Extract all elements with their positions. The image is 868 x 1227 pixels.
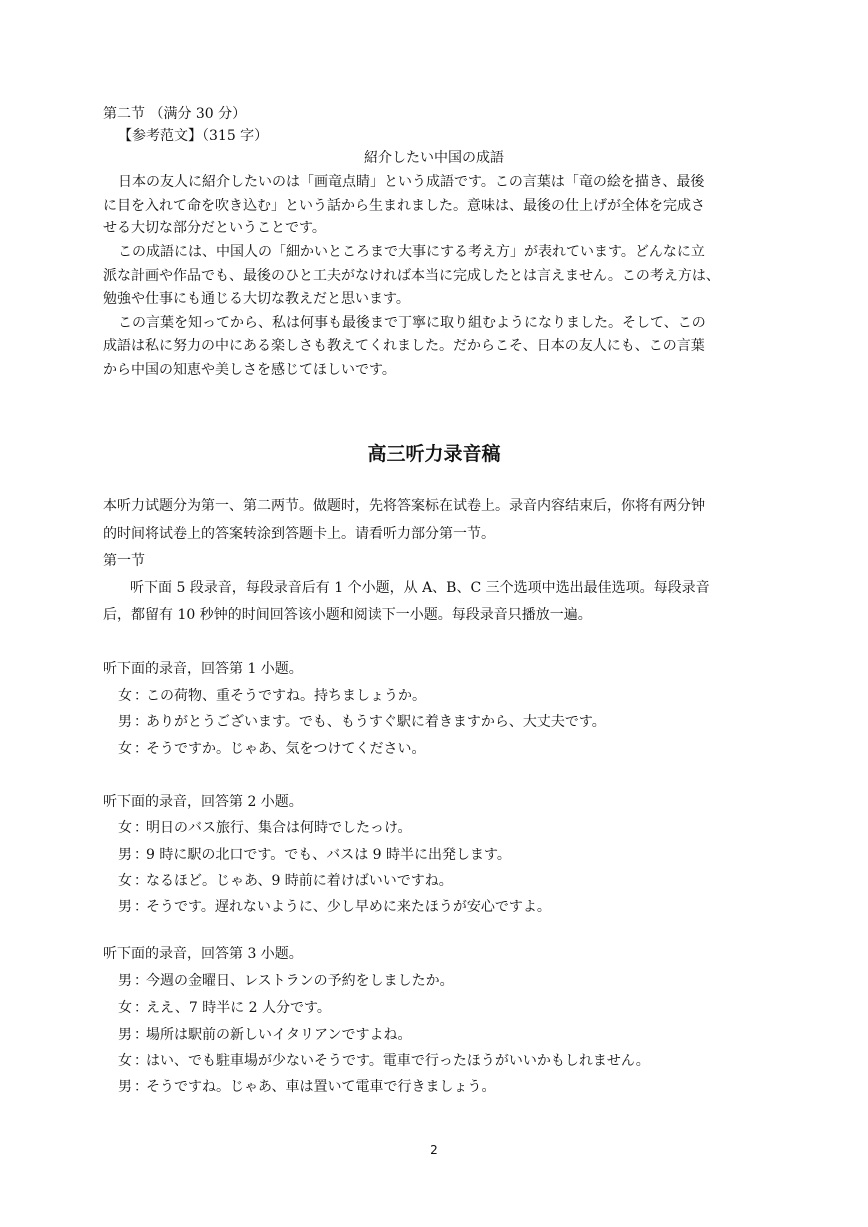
speaker: 男 — [118, 899, 132, 915]
section1-label: 第一节 — [103, 553, 145, 569]
utterance: はい、でも駐車場が少ないそうです。電車で行ったほうがいいかもしれません。 — [146, 1053, 650, 1069]
essay-line: 勉強や仕事にも通じる大切な教えだと思います。 — [103, 291, 410, 307]
essay-title: 紹介したい中国の成語 — [364, 150, 504, 166]
dialogue-line — [118, 971, 454, 991]
utterance: 明日のバス旅行、集合は何時でしたっけ。 — [146, 820, 412, 836]
utterance: 場所は駅前の新しいイタリアンですよね。 — [146, 1027, 412, 1043]
reference-label: 【参考范文】（315 字） — [118, 128, 269, 144]
colon: ： — [134, 847, 148, 863]
colon: ： — [134, 688, 148, 704]
transcript-title: 高三听力录音稿 — [367, 443, 501, 465]
essay-line: この成語には、中国人の「細かいところまで大事にする考え方」が表れています。どんなに立 — [118, 244, 705, 260]
intro-line: 本听力试题分为第一、第二两节。做题时，先将答案标在试卷上。录音内容结束后，你将有两分钟 — [103, 498, 705, 514]
colon: ： — [134, 741, 148, 757]
essay-line: せる大切な部分だということです。 — [103, 220, 326, 236]
colon: ： — [134, 1053, 148, 1069]
utterance: 9 時に駅の北口です。でも、バスは 9 時半に出発します。 — [146, 847, 511, 863]
question-prompt: 听下面的录音，回答第 3 小题。 — [103, 946, 303, 962]
utterance: この荷物、重そうですね。持ちましょうか。 — [146, 688, 426, 704]
question-prompt: 听下面的录音，回答第 2 小题。 — [103, 794, 303, 810]
essay-line: この言葉を知ってから、私は何事も最後まで丁寧に取り組むようになりました。そして、この — [118, 315, 706, 331]
dialogue-line — [118, 998, 331, 1018]
dialogue-line — [118, 845, 511, 865]
speaker: 女 — [118, 1053, 132, 1069]
page-number: 2 — [430, 1143, 438, 1157]
colon: ： — [134, 1079, 148, 1095]
dialogue-line — [118, 739, 425, 759]
dialogue-line — [118, 897, 551, 917]
speaker: 女 — [118, 741, 132, 757]
dialogue-line — [118, 1077, 495, 1097]
dialogue-line — [118, 712, 606, 732]
utterance: 今週の金曜日、レストランの予約をしましたか。 — [146, 973, 454, 989]
utterance: ええ、7 時半に 2 人分です。 — [146, 1000, 331, 1016]
essay-line: に目を入れて命を吹き込む」という話から生まれました。意味は、最後の仕上げが全体を完成さ — [103, 198, 705, 214]
dialogue-line — [118, 1025, 411, 1045]
dialogue-line — [118, 818, 411, 838]
section-heading: 第二节 （满分 30 分） — [103, 106, 247, 122]
speaker: 男 — [118, 1079, 132, 1095]
speaker: 女 — [118, 820, 132, 836]
colon: ： — [134, 873, 148, 889]
instruction-line: 后，都留有 10 秒钟的时间回答该小题和阅读下一小题。每段录音只播放一遍。 — [103, 607, 592, 623]
essay-line: 日本の友人に紹介したいのは「画竜点睛」という成語です。この言葉は「竜の絵を描き、最後 — [118, 174, 705, 190]
essay-line: から中国の知恵や美しさを感じてほしいです。 — [103, 362, 396, 378]
colon: ： — [134, 1000, 148, 1016]
essay-line: 成語は私に努力の中にある楽しさも教えてくれました。だからこそ、日本の友人にも、この言葉 — [103, 338, 705, 354]
speaker: 男 — [118, 847, 132, 863]
colon: ： — [134, 973, 148, 989]
utterance: そうです。遅れないように、少し早めに来たほうが安心ですよ。 — [146, 899, 551, 915]
intro-line: 的时间将试卷上的答案转涂到答题卡上。请看听力部分第一节。 — [103, 526, 495, 542]
utterance: ありがとうございます。でも、もうすぐ駅に着きますから、大丈夫です。 — [146, 714, 606, 730]
speaker: 男 — [118, 714, 132, 730]
question-prompt: 听下面的录音，回答第 1 小题。 — [103, 661, 303, 677]
colon: ： — [134, 899, 148, 915]
utterance: そうですか。じゃあ、気をつけてください。 — [146, 741, 426, 757]
utterance: そうですね。じゃあ、車は置いて電車で行きましょう。 — [146, 1079, 496, 1095]
utterance: なるほど。じゃあ、9 時前に着けばいいですね。 — [146, 873, 453, 889]
essay-line: 派な計画や作品でも、最後のひと工夫がなければ本当に完成したとは言えません。この考え方は、 — [103, 268, 720, 284]
dialogue-line — [118, 1051, 650, 1071]
speaker: 男 — [118, 973, 132, 989]
speaker: 女 — [118, 688, 132, 704]
speaker: 男 — [118, 1027, 132, 1043]
speaker: 女 — [118, 873, 132, 889]
speaker: 女 — [118, 1000, 132, 1016]
dialogue-line — [118, 686, 426, 706]
colon: ： — [134, 714, 148, 730]
colon: ： — [134, 820, 148, 836]
colon: ： — [134, 1027, 148, 1043]
instruction-line: 听下面 5 段录音，每段录音后有 1 个小题，从 A、B、C 三个选项中选出最佳选项。每段录音 — [130, 580, 710, 596]
dialogue-line — [118, 871, 453, 891]
